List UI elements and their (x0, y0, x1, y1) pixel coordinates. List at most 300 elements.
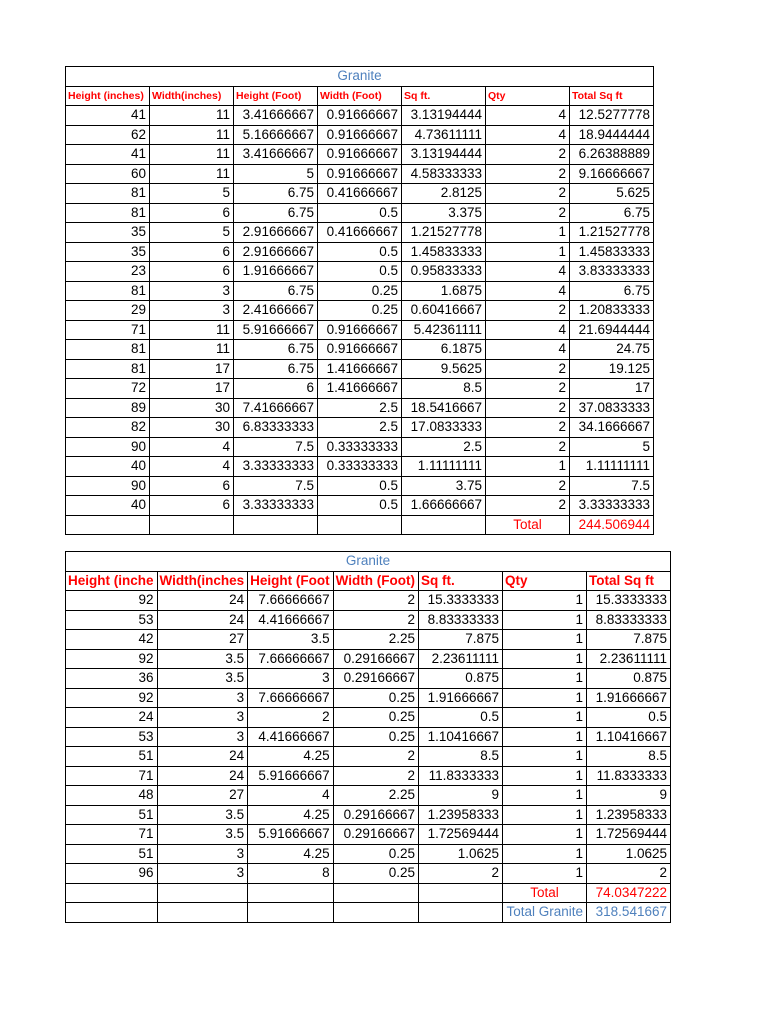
column-header: Total Sq ft (570, 86, 654, 106)
grand-total-label: Total Granite (502, 903, 586, 923)
table-cell: 11 (150, 320, 234, 340)
table-cell: 6.1875 (402, 340, 486, 360)
table-row (66, 184, 654, 204)
table-title (66, 552, 671, 572)
table-cell: 18.5416667 (402, 398, 486, 418)
table-cell: 4 (486, 340, 570, 360)
table-cell: 3.41666667 (234, 106, 318, 126)
table-cell: 11 (150, 106, 234, 126)
table-cell: 2.5 (318, 398, 402, 418)
table-cell: 2 (486, 164, 570, 184)
table-cell: 1 (502, 727, 586, 747)
table-cell: 17.0833333 (402, 418, 486, 438)
table-cell: 0.91666667 (318, 145, 402, 165)
table-cell: 41 (66, 145, 150, 165)
table-cell: 7.66666667 (248, 591, 333, 611)
table-cell: 27 (157, 630, 248, 650)
table-cell: 12.5277778 (570, 106, 654, 126)
table-cell: 3.33333333 (234, 496, 318, 516)
table-cell: 0.91666667 (318, 320, 402, 340)
table-cell: 5 (234, 164, 318, 184)
total-label: Total (486, 515, 570, 535)
total-row (66, 515, 654, 535)
table-cell: 5.16666667 (234, 125, 318, 145)
table-cell: 0.29166667 (333, 669, 418, 689)
table-cell: 3 (157, 688, 248, 708)
table-cell: 1 (502, 591, 586, 611)
table-cell: 2.25 (333, 630, 418, 650)
table-cell: 3 (248, 669, 333, 689)
table-cell: 6.83333333 (234, 418, 318, 438)
table-row (66, 805, 671, 825)
table-cell: 1.91666667 (234, 262, 318, 282)
table-row (66, 649, 671, 669)
table-cell: 6.75 (234, 184, 318, 204)
table-cell: 3.5 (248, 630, 333, 650)
table-cell: 6 (150, 242, 234, 262)
table-cell: 0.91666667 (318, 340, 402, 360)
table-cell: 3.33333333 (570, 496, 654, 516)
table-cell: 2 (486, 437, 570, 457)
table-cell: 1 (502, 630, 586, 650)
table-cell: 0.60416667 (402, 301, 486, 321)
table-cell: 0.25 (318, 281, 402, 301)
table-cell: 82 (66, 418, 150, 438)
table-row (66, 262, 654, 282)
table-cell: 3 (157, 844, 248, 864)
table-cell: 4 (150, 437, 234, 457)
table-cell: 2 (418, 864, 502, 884)
table-cell: 11.8333333 (586, 766, 670, 786)
table-row (66, 145, 654, 165)
table-cell: 51 (66, 805, 158, 825)
empty-cell (157, 903, 248, 923)
column-header: Sq ft. (402, 86, 486, 106)
grand-total-row (66, 903, 671, 923)
empty-cell (157, 883, 248, 903)
table-cell: 1.10416667 (418, 727, 502, 747)
table-cell: 30 (150, 398, 234, 418)
table-cell: 24.75 (570, 340, 654, 360)
table-cell: 4 (486, 106, 570, 126)
table-cell: 6.75 (570, 203, 654, 223)
table-cell: 71 (66, 766, 158, 786)
table-cell: 2.91666667 (234, 223, 318, 243)
table-cell: 2.23611111 (418, 649, 502, 669)
table-cell: 51 (66, 844, 158, 864)
table-cell: 1 (502, 708, 586, 728)
table-cell: 1 (502, 688, 586, 708)
table-cell: 0.29166667 (333, 825, 418, 845)
table-cell: 7.875 (586, 630, 670, 650)
empty-cell (418, 903, 502, 923)
table-cell: 96 (66, 864, 158, 884)
table-cell: 90 (66, 437, 150, 457)
table-cell: 18.9444444 (570, 125, 654, 145)
table-cell: 24 (157, 610, 248, 630)
column-header: Qty (502, 571, 586, 591)
granite-table-2 (65, 551, 671, 923)
table-row (66, 398, 654, 418)
table-cell: 1.66666667 (402, 496, 486, 516)
table-cell: 72 (66, 379, 150, 399)
table-cell: 3.13194444 (402, 145, 486, 165)
table-row (66, 301, 654, 321)
table-cell: 3.41666667 (234, 145, 318, 165)
table-cell: 3 (157, 864, 248, 884)
table-cell: 4 (248, 786, 333, 806)
table-cell: 1 (486, 223, 570, 243)
table-cell: 2 (333, 766, 418, 786)
table-cell: 3.5 (157, 805, 248, 825)
table-cell: 1.10416667 (586, 727, 670, 747)
table-cell: 71 (66, 825, 158, 845)
table-cell: 2 (486, 496, 570, 516)
table-cell: 3.375 (402, 203, 486, 223)
table-cell: 2 (486, 203, 570, 223)
table-cell: 29 (66, 301, 150, 321)
table-cell: 7.66666667 (248, 649, 333, 669)
table-cell: 4.25 (248, 805, 333, 825)
table-cell: 1.45833333 (570, 242, 654, 262)
table-cell: 1.91666667 (586, 688, 670, 708)
table-cell: 27 (157, 786, 248, 806)
table-row (66, 747, 671, 767)
table-cell: 48 (66, 786, 158, 806)
table-title-row (66, 67, 654, 87)
table-cell: 53 (66, 610, 158, 630)
table-cell: 51 (66, 747, 158, 767)
table-row (66, 708, 671, 728)
column-header: Width(inches) (150, 86, 234, 106)
column-header: Width (Foot) (333, 571, 418, 591)
table-cell: 0.5 (418, 708, 502, 728)
table-cell: 1 (502, 786, 586, 806)
table-cell: 6 (234, 379, 318, 399)
table-cell: 36 (66, 669, 158, 689)
table-title (66, 67, 654, 87)
table-cell: 37.0833333 (570, 398, 654, 418)
table-cell: 1.0625 (586, 844, 670, 864)
column-header: Width(inches (157, 571, 248, 591)
column-header: Height (inches) (66, 86, 150, 106)
table-row (66, 164, 654, 184)
column-header-row (66, 571, 671, 591)
table-cell: 7.875 (418, 630, 502, 650)
table-cell: 90 (66, 476, 150, 496)
table-cell: 1 (502, 766, 586, 786)
table-row (66, 106, 654, 126)
table-cell: 11 (150, 340, 234, 360)
table-cell: 1.23958333 (586, 805, 670, 825)
table-row (66, 786, 671, 806)
table-cell: 5 (570, 437, 654, 457)
table-cell: 1.0625 (418, 844, 502, 864)
table-cell: 1.21527778 (570, 223, 654, 243)
empty-cell (333, 903, 418, 923)
table-cell: 34.1666667 (570, 418, 654, 438)
table-cell: 1.41666667 (318, 379, 402, 399)
table-row (66, 688, 671, 708)
table-cell: 6 (150, 476, 234, 496)
column-header: Width (Foot) (318, 86, 402, 106)
total-value: 74.0347222 (586, 883, 670, 903)
table-cell: 1.72569444 (418, 825, 502, 845)
table-cell: 81 (66, 340, 150, 360)
table-cell: 0.33333333 (318, 457, 402, 477)
table-cell: 0.25 (333, 844, 418, 864)
empty-cell (248, 903, 333, 923)
table-row (66, 340, 654, 360)
table-row (66, 727, 671, 747)
table-cell: 92 (66, 649, 158, 669)
table-cell: 4 (486, 262, 570, 282)
total-row (66, 883, 671, 903)
table-row (66, 630, 671, 650)
table-cell: 6.75 (234, 340, 318, 360)
table-cell: 6 (150, 496, 234, 516)
table-cell: 1 (502, 747, 586, 767)
empty-cell (333, 883, 418, 903)
table-cell: 35 (66, 242, 150, 262)
table-cell: 0.875 (586, 669, 670, 689)
table-cell: 17 (150, 379, 234, 399)
table-cell: 40 (66, 457, 150, 477)
table-cell: 2 (333, 591, 418, 611)
table-row (66, 864, 671, 884)
empty-cell (66, 903, 158, 923)
column-header-row (66, 86, 654, 106)
table-cell: 6.75 (234, 281, 318, 301)
table-cell: 4.58333333 (402, 164, 486, 184)
total-value: 244.506944 (570, 515, 654, 535)
table-cell: 92 (66, 688, 158, 708)
table-cell: 3 (157, 727, 248, 747)
table-cell: 81 (66, 184, 150, 204)
table-cell: 4.41666667 (248, 727, 333, 747)
table-cell: 2.91666667 (234, 242, 318, 262)
table-cell: 7.66666667 (248, 688, 333, 708)
table-cell: 3.13194444 (402, 106, 486, 126)
table-row (66, 242, 654, 262)
table-cell: 4 (486, 281, 570, 301)
table-cell: 1.11111111 (402, 457, 486, 477)
empty-cell (150, 515, 234, 535)
table-cell: 1.23958333 (418, 805, 502, 825)
table-cell: 0.875 (418, 669, 502, 689)
table-cell: 0.5 (318, 203, 402, 223)
table-cell: 2 (586, 864, 670, 884)
table-cell: 9 (586, 786, 670, 806)
table-cell: 8.5 (402, 379, 486, 399)
table-cell: 3.5 (157, 825, 248, 845)
table-cell: 24 (66, 708, 158, 728)
table-cell: 2.23611111 (586, 649, 670, 669)
table-cell: 11 (150, 125, 234, 145)
table-cell: 2.41666667 (234, 301, 318, 321)
table-cell: 7.41666667 (234, 398, 318, 418)
empty-cell (318, 515, 402, 535)
table-cell: 0.25 (318, 301, 402, 321)
table-cell: 0.5 (318, 242, 402, 262)
empty-cell (66, 515, 150, 535)
table-cell: 5 (150, 184, 234, 204)
table-row (66, 125, 654, 145)
total-label: Total (502, 883, 586, 903)
table-cell: 4.73611111 (402, 125, 486, 145)
table-cell: 81 (66, 203, 150, 223)
table-row (66, 457, 654, 477)
table-cell: 2 (486, 359, 570, 379)
table-cell: 0.5 (318, 496, 402, 516)
table-cell: 2 (486, 418, 570, 438)
table-cell: 4.25 (248, 844, 333, 864)
table-cell: 1 (486, 457, 570, 477)
table-cell: 21.6944444 (570, 320, 654, 340)
table-row (66, 359, 654, 379)
table-cell: 5.91666667 (234, 320, 318, 340)
table-cell: 1 (502, 649, 586, 669)
table-cell: 0.95833333 (402, 262, 486, 282)
column-header: Height (inche (66, 571, 158, 591)
table-cell: 19.125 (570, 359, 654, 379)
table-row (66, 418, 654, 438)
table-cell: 2 (333, 747, 418, 767)
table-row (66, 476, 654, 496)
table-cell: 62 (66, 125, 150, 145)
table-cell: 6 (150, 262, 234, 282)
table-cell: 8.5 (586, 747, 670, 767)
table-cell: 7.5 (234, 476, 318, 496)
table-cell: 6.75 (570, 281, 654, 301)
table-row (66, 223, 654, 243)
table-row (66, 320, 654, 340)
table-cell: 2 (486, 476, 570, 496)
table-cell: 0.25 (333, 708, 418, 728)
table-title-text: Granite (345, 553, 391, 569)
table-cell: 0.41666667 (318, 223, 402, 243)
table-cell: 1.41666667 (318, 359, 402, 379)
table-cell: 0.91666667 (318, 125, 402, 145)
table-title-text: Granite (337, 68, 382, 84)
table-cell: 11 (150, 164, 234, 184)
table-cell: 30 (150, 418, 234, 438)
table-cell: 6.75 (234, 359, 318, 379)
table-row (66, 610, 671, 630)
table-cell: 1.11111111 (570, 457, 654, 477)
table-cell: 92 (66, 591, 158, 611)
grand-total-value: 318.541667 (586, 903, 670, 923)
table-cell: 0.33333333 (318, 437, 402, 457)
table-cell: 2 (486, 301, 570, 321)
table-cell: 1 (502, 864, 586, 884)
table-cell: 2.5 (318, 418, 402, 438)
table-row (66, 281, 654, 301)
table-cell: 1 (502, 844, 586, 864)
table-cell: 6.26388889 (570, 145, 654, 165)
table-cell: 9.5625 (402, 359, 486, 379)
table-cell: 24 (157, 766, 248, 786)
table-cell: 89 (66, 398, 150, 418)
table-cell: 2 (486, 379, 570, 399)
table-cell: 0.25 (333, 727, 418, 747)
table-cell: 0.91666667 (318, 106, 402, 126)
table-cell: 5.42361111 (402, 320, 486, 340)
table-cell: 1 (502, 610, 586, 630)
table-cell: 17 (150, 359, 234, 379)
table-cell: 0.41666667 (318, 184, 402, 204)
table-cell: 5.91666667 (248, 825, 333, 845)
empty-cell (248, 883, 333, 903)
table-cell: 2 (333, 610, 418, 630)
table-cell: 4 (486, 125, 570, 145)
table-row (66, 766, 671, 786)
table-cell: 24 (157, 747, 248, 767)
table-cell: 2.25 (333, 786, 418, 806)
table-cell: 0.29166667 (333, 649, 418, 669)
table-cell: 1.6875 (402, 281, 486, 301)
table-cell: 3.5 (157, 669, 248, 689)
table-row (66, 203, 654, 223)
table-cell: 0.5 (318, 476, 402, 496)
table-cell: 1 (502, 669, 586, 689)
table-cell: 8.83333333 (586, 610, 670, 630)
table-cell: 0.25 (333, 864, 418, 884)
table-cell: 53 (66, 727, 158, 747)
table-cell: 9.16666667 (570, 164, 654, 184)
table-cell: 1.21527778 (402, 223, 486, 243)
table-row (66, 825, 671, 845)
table-cell: 3 (150, 281, 234, 301)
table-row (66, 437, 654, 457)
table-cell: 11 (150, 145, 234, 165)
table-cell: 6 (150, 203, 234, 223)
table-cell: 1.91666667 (418, 688, 502, 708)
empty-cell (418, 883, 502, 903)
table-cell: 23 (66, 262, 150, 282)
table-cell: 3.5 (157, 649, 248, 669)
table-cell: 1.72569444 (586, 825, 670, 845)
empty-cell (234, 515, 318, 535)
table-cell: 1 (502, 805, 586, 825)
table-cell: 6.75 (234, 203, 318, 223)
table-cell: 60 (66, 164, 150, 184)
table-cell: 0.29166667 (333, 805, 418, 825)
table-cell: 71 (66, 320, 150, 340)
table-cell: 8 (248, 864, 333, 884)
table-cell: 1 (502, 825, 586, 845)
table-cell: 17 (570, 379, 654, 399)
table-cell: 4 (150, 457, 234, 477)
table-cell: 15.3333333 (418, 591, 502, 611)
table-row (66, 844, 671, 864)
table-cell: 40 (66, 496, 150, 516)
granite-table-1 (65, 66, 654, 535)
column-header: Height (Foot (248, 571, 333, 591)
table-cell: 8.5 (418, 747, 502, 767)
table-row (66, 669, 671, 689)
table-cell: 1.20833333 (570, 301, 654, 321)
table-cell: 42 (66, 630, 158, 650)
table-cell: 3 (150, 301, 234, 321)
table-cell: 0.5 (318, 262, 402, 282)
table-cell: 5.91666667 (248, 766, 333, 786)
table-cell: 8.83333333 (418, 610, 502, 630)
table-cell: 1 (486, 242, 570, 262)
table-cell: 2 (486, 145, 570, 165)
table-cell: 2 (248, 708, 333, 728)
table-cell: 4 (486, 320, 570, 340)
